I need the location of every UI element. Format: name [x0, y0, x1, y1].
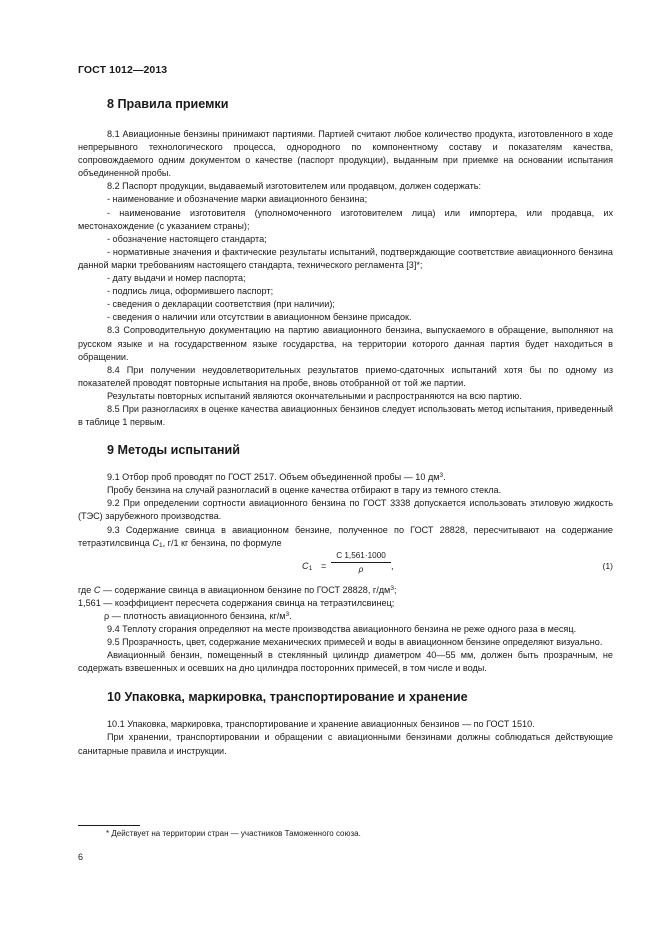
paragraph-8-3: 8.3 Сопроводительную документацию на партию авиационного бензина, выпускаемого в обращение, выполняют на русском языке и на государственном языке государства, на территории которого данная партия будет находиться в обращении.	[78, 325, 613, 362]
paragraph-9-5: 9.5 Прозрачность, цвет, содержание механических примесей и воды в авиационном бензине определяют визуально.	[107, 637, 603, 648]
paragraph-9-4: 9.4 Теплоту сгорания определяют на месте производства авиационного бензина не реже одного раза в месяц.	[107, 624, 577, 634]
formula-comma: ,	[391, 560, 394, 571]
list-item: - наименование изготовителя (уполномоченного изготовителем лица) или импортера, или продавца, их местонахождение (с указанием страны);	[78, 207, 613, 231]
paragraph-9-2: 9.2 При определении сортности авиационного бензина по ГОСТ 3338 допускается использовать этиловую жидкость (ТЭС) зарубежного производства.	[78, 498, 613, 522]
paragraph-9-3: 9.3 Содержание свинца в авиационном бензине, полученное по ГОСТ 28828, пересчитывают на содержание тетраэтилсвинца $C_1$, г/1 кг бензина, по формуле	[78, 524, 613, 549]
formula-number: (1)	[602, 560, 613, 571]
paragraph-9-1-cont: Пробу бензина на случай разногласий в оценке качества отбирают в тару из темного стекла.	[107, 485, 502, 496]
list-item: - нормативные значения и фактические результаты испытаний, подтверждающие соответствие авиационного бензина данной марки требованиям настоящего стандарта, технического регламента [3]*;	[78, 246, 613, 270]
formula-legend	[78, 584, 613, 623]
document-header: ГОСТ 1012—2013	[78, 64, 168, 76]
formula-numerator: C 1,561·1000	[331, 550, 391, 563]
list-item: - дату выдачи и номер паспорта;	[107, 273, 246, 284]
formula-1	[78, 550, 613, 584]
paragraph-8-4: 8.4 При получении неудовлетворительных результатов приемо-сдаточных испытаний хотя бы по одному из показателей проводят повторные испытания на пробе, вновь отобранной от той же партии.	[78, 364, 613, 388]
formula-lhs: $C_1$	[302, 560, 313, 572]
paragraph-8-2: 8.2 Паспорт продукции, выдаваемый изготовителем или продавцом, должен содержать:	[107, 181, 482, 192]
legend-c: где C — содержание свинца в авиационном бензине по ГОСТ 28828, $г/дм^3$;	[78, 584, 397, 595]
footnote-divider	[78, 825, 140, 826]
list-item: - сведения о наличии или отсутствии в авиационном бензине присадок.	[107, 312, 412, 323]
document-body	[78, 92, 613, 758]
paragraph-9-1: 9.1 Отбор проб проводят по ГОСТ 2517. Объем объединенной пробы — 10 $дм^3$.	[107, 472, 446, 483]
formula-denominator: ρ	[358, 564, 364, 574]
list-item: - наименование и обозначение марки авиационного бензина;	[107, 194, 368, 205]
list-item: - обозначение настоящего стандарта;	[107, 233, 267, 244]
list-item: - подпись лица, оформившего паспорт;	[107, 286, 274, 297]
paragraph-8-5: 8.5 При разногласиях в оценке качества авиационных бензинов следует использовать метод испытания, приведенный в таблице 1 первым.	[78, 403, 613, 428]
paragraph-10-1-cont: При хранении, транспортировании и обращении с авиационными бензинами должны соблюдаться действующие санитарные правила и инструкции.	[78, 732, 613, 756]
section-10-heading: 10 Упаковка, маркировка, транспортирование и хранение	[107, 690, 468, 705]
page-number: 6	[78, 852, 84, 862]
paragraph-10-1: 10.1 Упаковка, маркировка, транспортирование и хранение авиационных бензинов — по ГОСТ 1510.	[107, 719, 535, 730]
paragraph-8-1: 8.1 Авиационные бензины принимают партиями. Партией считают любое количество продукта, изготовленного в ходе непрерывного технологического процесса, однородного по компонентному составу и показателям качества, сопровождаемого одним документом о качестве (паспорт продукции), выданным при приемке на основании испытания объединенной пробы.	[78, 129, 613, 179]
section-8-heading: 8 Правила приемки	[107, 97, 229, 111]
formula-equals: =	[321, 560, 327, 571]
formula-fraction	[331, 550, 391, 576]
footnote: * Действует на территории стран — участников Таможенного союза.	[106, 829, 361, 838]
legend-rho: ρ — плотность авиационного бензина, $кг/м^3$.	[104, 610, 292, 621]
list-item: - сведения о декларации соответствия (при наличии);	[107, 299, 335, 310]
legend-coefficient: 1,561 — коэффициент пересчета содержания свинца на тетраэтилсвинец;	[78, 597, 395, 608]
section-9-heading: 9 Методы испытаний	[107, 443, 240, 458]
paragraph-9-5-cont: Авиационный бензин, помещенный в стеклянный цилиндр диаметром 40—55 мм, должен быть прозрачным, не содержать взвешенных и осевших на дно цилиндра посторонних примесей, в том числе и воды.	[78, 650, 613, 674]
paragraph-8-4-cont: Результаты повторных испытаний являются окончательными и распространяются на всю партию.	[107, 390, 522, 401]
